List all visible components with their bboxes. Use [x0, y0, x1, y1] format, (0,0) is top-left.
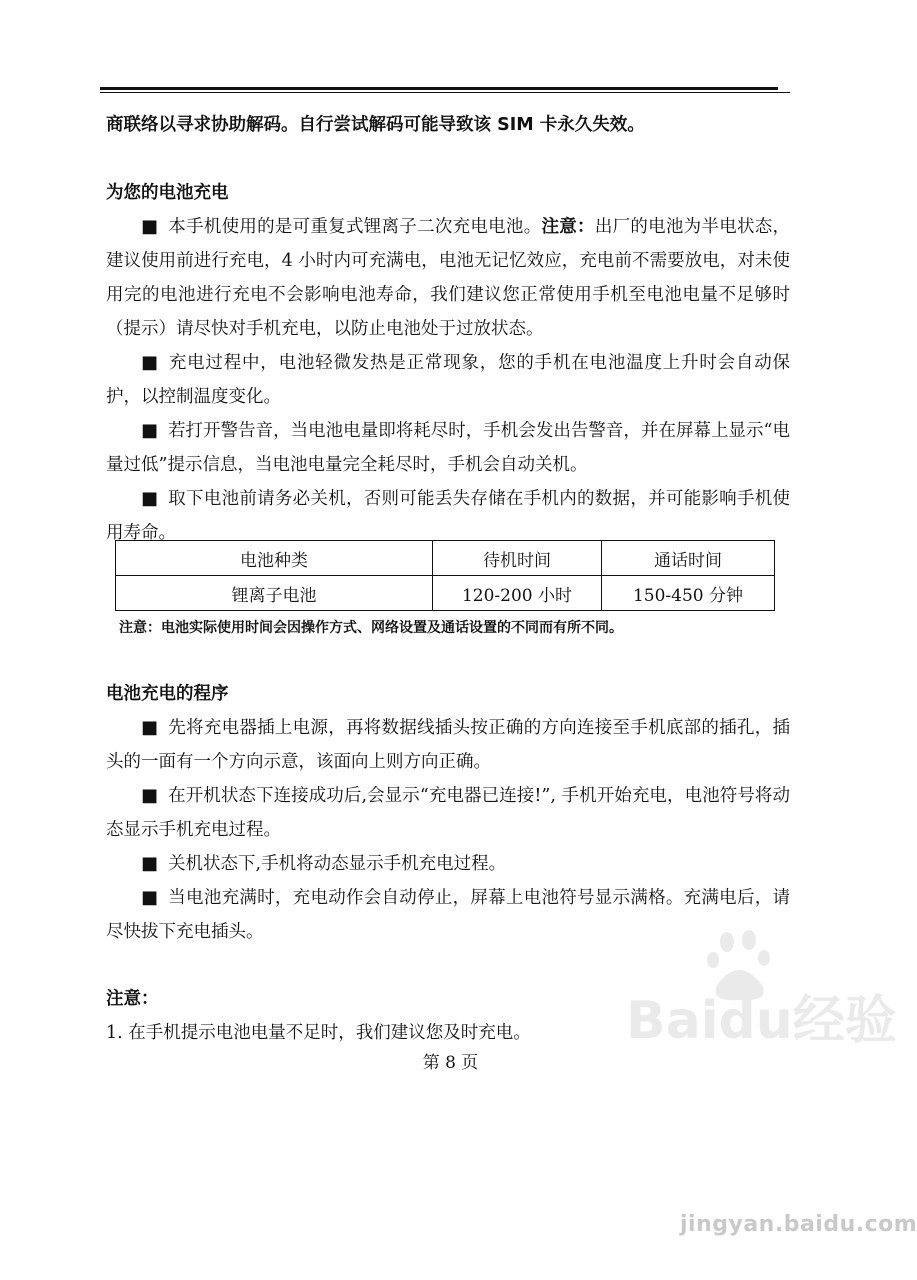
- procedure-paragraph-4: ■ 当电池充满时，充电动作会自动停止，屏幕上电池符号显示满格。充满电后，请尽快拔下充电插头。: [106, 887, 790, 942]
- table-header-row: [116, 541, 775, 576]
- header-rule-thick: [100, 87, 778, 90]
- bullet-icon: ■: [141, 887, 159, 908]
- bullet-icon: ■: [141, 420, 159, 441]
- intro-line: 商联络以寻求协助解码。自行尝试解码可能导致该 SIM 卡永久失效。: [106, 115, 645, 135]
- header-rule-thin: [100, 92, 790, 93]
- bullet-icon: ■: [141, 785, 159, 806]
- notes-heading: 注意：: [106, 989, 159, 1009]
- bullet-icon: ■: [141, 717, 159, 738]
- table-row: [116, 576, 775, 611]
- bullet-icon: ■: [141, 216, 159, 237]
- procedure-section: [106, 677, 790, 949]
- procedure-paragraph-1: ■ 先将充电器插上电源，再将数据线插头按正确的方向连接至手机底部的插孔，插头的一面有一个方向示意，该面向上则方向正确。: [106, 717, 790, 772]
- procedure-paragraph-3: ■ 关机状态下,手机将动态显示手机充电过程。: [141, 853, 507, 874]
- page-number: 第 8 页: [422, 1053, 479, 1073]
- baidu-watermark-logo: [612, 930, 897, 1051]
- watermark-url: jingyan.baidu.com: [680, 1212, 917, 1237]
- table-note: 注意：电池实际使用时间会因操作方式、网络设置及通话设置的不同而有所不同。: [119, 620, 623, 636]
- table-header-cell: 通话时间: [602, 541, 775, 576]
- table-header-cell: 待机时间: [433, 541, 602, 576]
- charging-paragraph-4: ■ 取下电池前请务必关机，否则可能丢失存储在手机内的数据，并可能影响手机使用寿命。: [106, 488, 790, 543]
- table-header-cell: 电池种类: [116, 541, 433, 576]
- charging-section: [106, 108, 790, 550]
- charging-paragraph-3: ■ 若打开警告音，当电池电量即将耗尽时，手机会发出告警音，并在屏幕上显示“电量过低”提示信息，当电池电量完全耗尽时，手机会自动关机。: [106, 420, 790, 475]
- notes-item-1: 1. 在手机提示电池电量不足时，我们建议您及时充电。: [106, 1023, 531, 1043]
- bullet-icon: ■: [141, 352, 159, 373]
- note-label: 注意：: [541, 217, 595, 237]
- procedure-heading: 电池充电的程序: [106, 684, 229, 704]
- charging-paragraph-1: ■ 本手机使用的是可重复式锂离子二次充电电池。注意：出厂的电池为半电状态，建议使用前进行充电，4 小时内可充满电，电池无记忆效应，充电前不需要放电，对未使用完的电池进行充电不会影响电池寿命，我们建议您正常使用手机至电池电量不足够时（提示）请尽快对手机充电，以防止电池处于过放状态。: [106, 216, 791, 339]
- table-cell: 150-450 分钟: [602, 576, 775, 611]
- watermark-logo-text: Baidu经验: [626, 991, 897, 1051]
- bullet-icon: ■: [141, 853, 159, 874]
- charging-heading: 为您的电池充电: [106, 183, 229, 203]
- battery-table: [115, 540, 775, 611]
- table-cell: 120-200 小时: [433, 576, 602, 611]
- bullet-icon: ■: [141, 488, 159, 509]
- table-cell: 锂离子电池: [116, 576, 433, 611]
- procedure-paragraph-2: ■ 在开机状态下连接成功后,会显示“充电器已连接!”, 手机开始充电，电池符号将动态显示手机充电过程。: [106, 785, 790, 840]
- charging-paragraph-2: ■ 充电过程中，电池轻微发热是正常现象，您的手机在电池温度上升时会自动保护，以控制温度变化。: [106, 352, 791, 407]
